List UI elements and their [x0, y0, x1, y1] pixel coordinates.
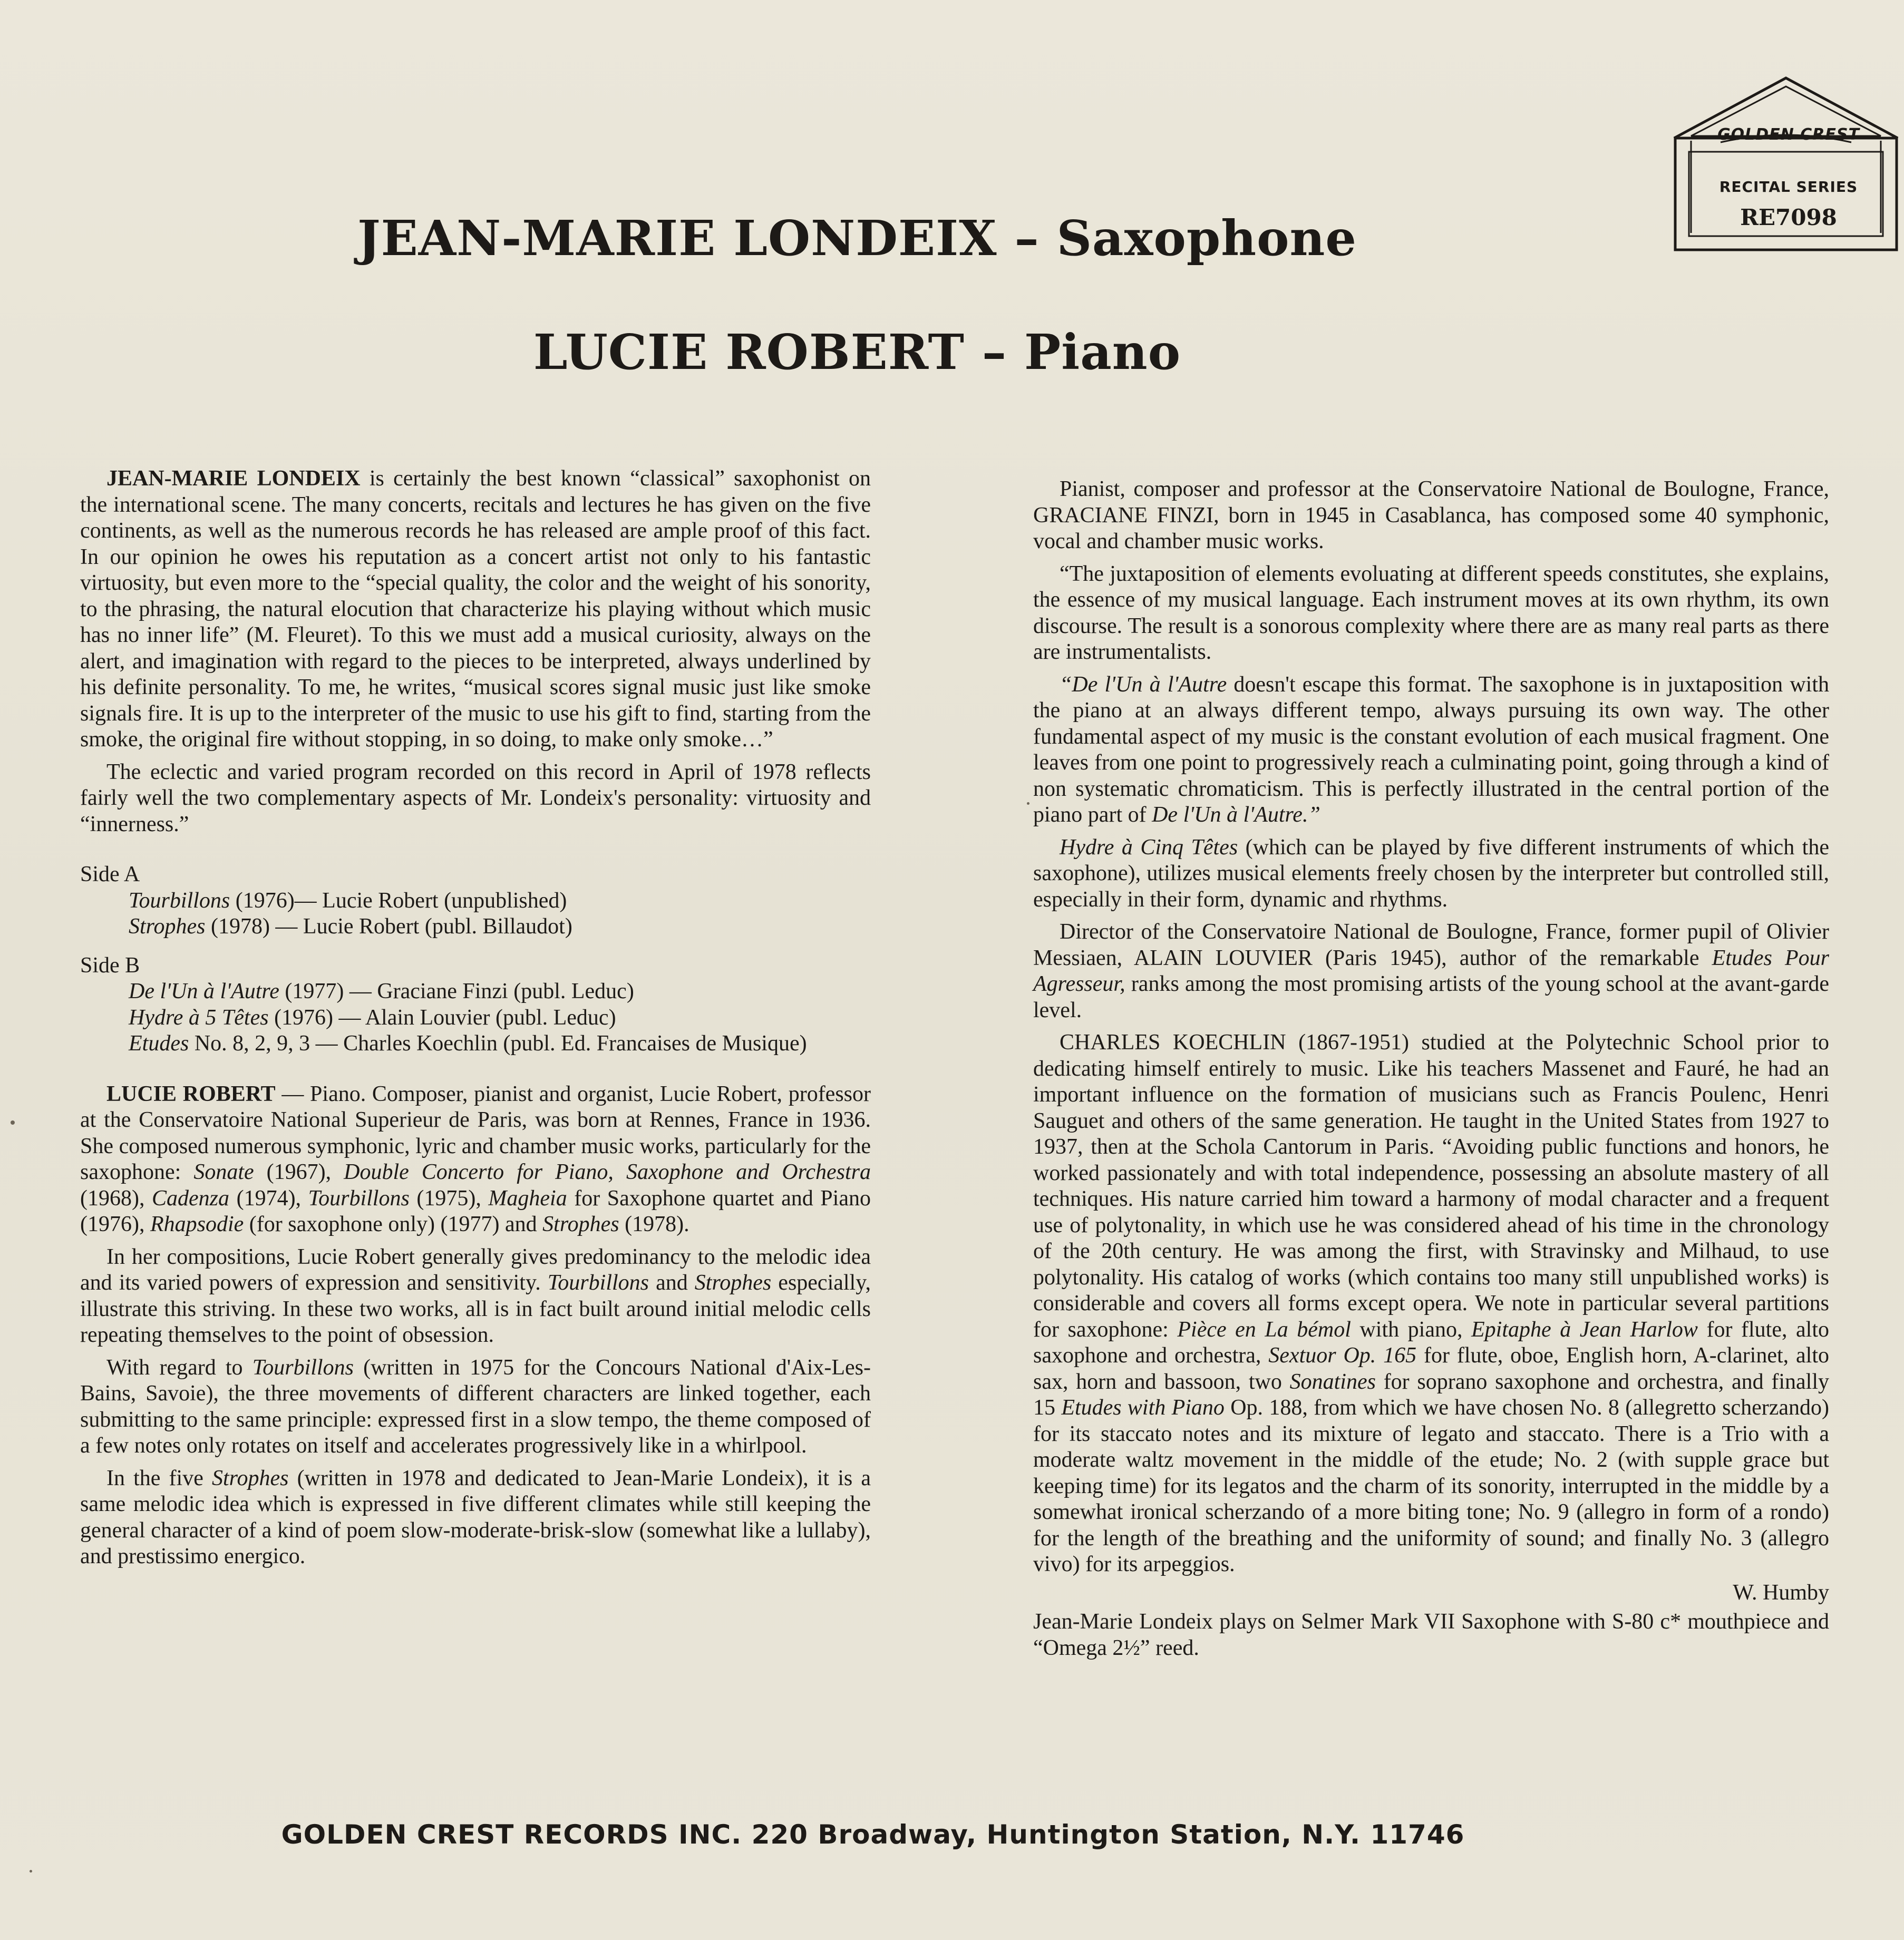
track-b3-title: Etudes — [129, 1031, 189, 1056]
bio-name-londeix: JEAN-MARIE LONDEIX — [106, 466, 361, 491]
work-title: Cadenza — [152, 1186, 230, 1211]
work-title: Strophes — [211, 1466, 289, 1490]
equipment-note: Jean-Marie Londeix plays on Selmer Mark VII Saxophone with S-80 c* mouthpiece and “Omega 2½” reed. — [1033, 1610, 1829, 1660]
robert-bio-paragraph — [80, 1081, 871, 1238]
koechlin-paragraph — [1033, 1030, 1829, 1578]
track-a1-credit: (1976)— Lucie Robert (unpublished) — [230, 888, 567, 913]
work-title: Strophes — [694, 1271, 772, 1295]
compositions-paragraph — [80, 1244, 871, 1349]
title-instrument-1: – Saxophone — [1014, 210, 1357, 267]
bio-text-robert-5: (1975), — [409, 1186, 489, 1211]
text-run: for flute, alto saxophone and orchestra, — [1033, 1317, 1830, 1368]
publisher-address: GOLDEN CREST RECORDS INC. 220 Broadway, Huntington Station, N.Y. 11746 — [281, 1819, 1465, 1850]
work-title: Tourbillons — [547, 1271, 649, 1295]
paper-speck — [30, 1870, 32, 1873]
track-b1 — [129, 979, 871, 1005]
work-title: Tourbillons — [308, 1186, 410, 1211]
text-run: Op. 188, from which we have chosen No. 8 (allegretto scherzando) for its staccato notes and its mixture of legato and staccato. There is a Trio with a moderate waltz movement in the middle of the etude; No. 2 (with supple grace but keeping time) for its legatos and the charm of its sonority, interrupted in the middle by a somewhat ironical scherzando of a more biting tone; No. 9 (allegro in form of a rondo) for the length of the breathing and the uniformity of sound; and finally No. 3 (allegro vivo) for its arpeggios. — [1033, 1396, 1829, 1576]
paper-speck — [11, 1120, 15, 1125]
work-title: Epitaphe à Jean Harlow — [1471, 1317, 1698, 1342]
finzi-bio-paragraph: Pianist, composer and professor at the Conservatoire National de Boulogne, France, GRACIANE FINZI, born in 1945 in Casablanca, has composed some 40 symphonic, vocal and chamber music works. — [1033, 477, 1829, 553]
track-a2-title: Strophes — [129, 914, 206, 939]
title-saxophonist — [0, 210, 1809, 267]
strophes-paragraph — [80, 1466, 871, 1570]
title-instrument-2: – Piano — [982, 324, 1181, 381]
bio-text-robert-3: (1968), — [80, 1186, 152, 1211]
work-title: Sonate — [193, 1160, 254, 1184]
text-run: and — [649, 1271, 695, 1295]
track-b1-credit: (1977) — Graciane Finzi (publ. Leduc) — [279, 979, 634, 1003]
text-run: (which can be played by five different instruments of which the saxophone), utilizes musical elements freely chosen by the interpreter but controlled still, especially in their form, dynamic and rhythms. — [1033, 835, 1829, 912]
work-title: Sextuor Op. 165 — [1268, 1343, 1417, 1368]
left-column — [80, 466, 871, 1576]
work-title: Hydre à Cinq Têtes — [1060, 835, 1238, 860]
author-signature: W. Humby — [1733, 1580, 1829, 1605]
track-b3 — [129, 1031, 871, 1057]
bio-text-robert-6: for Saxophone quartet and Piano (1976), — [80, 1186, 871, 1236]
track-b2-title: Hydre à 5 Têtes — [129, 1005, 269, 1030]
title-name-1: JEAN-MARIE LONDEIX — [357, 210, 997, 267]
track-a1-title: Tourbillons — [129, 888, 230, 913]
logo-series: RECITAL SERIES — [1719, 178, 1858, 196]
text-run: doesn't escape this format. The saxophone is in juxtaposition with the piano at an always different tempo, always pursuing its own way. The other fundamental aspect of my music is the constant evolution of each musical fragment. One leaves from one point to progressively reach a culminating point, going through a kind of non systematic chromaticism. This is perfectly illustrated in the central portion of the piano part of — [1033, 672, 1829, 827]
bio-text-robert-7: (for saxophone only) (1977) and — [244, 1212, 543, 1236]
work-title: Etudes Pour Agresseur, — [1033, 945, 1830, 996]
side-a-heading: Side A — [80, 862, 140, 886]
logo-brand: GOLDEN CREST — [1717, 125, 1860, 144]
track-a1 — [129, 888, 871, 914]
bio-text-robert-1: — Piano. Composer, pianist and organist, Lucie Robert, professor at the Conservatoire National Superieur de Paris, was born at Rennes, France in 1936. She composed numerous symphonic, lyric and chamber music works, particularly for the saxophone: — [80, 1081, 871, 1184]
side-a-tracklist — [80, 862, 871, 940]
title-pianist — [0, 324, 1809, 381]
work-title: Magheia — [488, 1186, 567, 1211]
text-run: (written in 1978 and dedicated to Jean-Marie Londeix), it is a same melodic idea which is expressed in five different climates while still keeping the general character of a kind of poem slow-moderate-brisk-slow (somewhat like a lullaby), and prestissimo energico. — [80, 1466, 871, 1568]
bio-name-robert: LUCIE ROBERT — [106, 1081, 276, 1106]
work-title: De l'Un à l'Autre.” — [1152, 803, 1320, 827]
text-run: With regard to — [106, 1355, 252, 1380]
text-run: (written in 1975 for the Concours National d'Aix-Les-Bains, Savoie), the three movements of different characters are linked together, each submitting to the same principle: expressed first in a slow tempo, the theme composed of a few notes only rotates on itself and accelerates progressively like in a whirlpool. — [80, 1355, 871, 1458]
track-b3-credit: No. 8, 2, 9, 3 — Charles Koechlin (publ. Ed. Francaises de Musique) — [189, 1031, 807, 1056]
text-run: In her compositions, Lucie Robert generally gives predominancy to the melodic idea and its varied powers of expression and sensitivity. — [80, 1244, 871, 1295]
work-title: Double Concerto for Piano, Saxophone and Orchestra — [344, 1160, 871, 1184]
londeix-bio-paragraph — [80, 466, 871, 753]
track-a2-credit: (1978) — Lucie Robert (publ. Billaudot) — [205, 914, 572, 939]
right-column — [1033, 476, 1829, 1668]
text-run: ranks among the most promising artists of the young school at the avant-garde level. — [1033, 972, 1829, 1022]
track-b2 — [129, 1005, 871, 1031]
text-run: In the five — [106, 1466, 212, 1490]
work-title: Etudes with Piano — [1061, 1396, 1225, 1420]
work-title: Pièce en La bémol — [1177, 1317, 1351, 1342]
program-paragraph: The eclectic and varied program recorded on this record in April of 1978 reflects fairly well the two complementary aspects of Mr. Londeix's personality: virtuosity and “innerness.” — [80, 759, 871, 836]
text-run: Director of the Conservatoire National de Boulogne, France, former pupil of Olivier Messiaen, ALAIN LOUVIER (Paris 1945), author of the remarkable — [1033, 920, 1829, 970]
bio-text-londeix: is certainly the best known “classical” saxophonist on the international scene. The many concerts, recitals and lectures he has given on the five continents, as well as the numerous records he has released are ample proof of this fact. In our opinion he owes his reputation as a concert artist not only to his fantastic virtuosity, but even more to the “special quality, the color and the weight of his sonority, to the phrasing, the natural elocution that characterize his playing without which music has no inner life” (M. Fleuret). To this we must add a musical curiosity, always on the alert, and imagination with regard to the pieces to be interpreted, always underlined by his definite personality. To me, he writes, “musical scores signal music just like smoke signals fire. It is up to the interpreter of the music to use his gift to find, starting from the smoke, the original fire without stopping, in so doing, to make only smoke…” — [80, 466, 871, 752]
work-title: Tourbillons — [252, 1355, 354, 1380]
catalog-number: RE7098 — [1740, 204, 1837, 230]
tourbillons-paragraph — [80, 1355, 871, 1459]
track-a2 — [129, 914, 871, 940]
hydre-paragraph — [1033, 835, 1829, 913]
finzi-quote-paragraph: “The juxtaposition of elements evoluating at different speeds constitutes, she explains, the essence of my musical language. Each instrument moves at its own rhythm, its own discourse. The result is a sonorous complexity where there are as many real parts as there are instrumentalists. — [1033, 561, 1829, 664]
work-title: Rhapsodie — [150, 1212, 244, 1236]
title-name-2: LUCIE ROBERT — [533, 324, 965, 381]
side-b-heading: Side B — [80, 953, 140, 978]
text-run: for flute, oboe, English horn, A-clarinet, alto sax, horn and bassoon, two — [1033, 1343, 1829, 1394]
text-run: especially, illustrate this striving. In these two works, all is in fact built around initial melodic cells repeating themselves to the point of obsession. — [80, 1271, 871, 1347]
work-title: Strophes — [542, 1212, 619, 1236]
track-b2-credit: (1976) — Alain Louvier (publ. Leduc) — [268, 1005, 616, 1030]
work-title: “De l'Un à l'Autre — [1060, 672, 1227, 697]
side-b-tracklist — [80, 953, 871, 1057]
bio-text-robert-2: (1967), — [254, 1160, 344, 1184]
text-run: CHARLES KOECHLIN (1867-1951) studied at the Polytechnic School prior to dedicating himself entirely to music. Like his teachers Massenet and Fauré, he had an important influence on the formation of musicians such as Francis Poulenc, Henri Sauguet and others of the same generation. He taught in the United States from 1927 to 1937, then at the Schola Cantorum in Paris. “Avoiding public functions and honors, he worked passionately and with total independence, possessing an absolute mastery of all techniques. His nature carried him toward a harmony of modal character and a frequent use of polytonality, in which use he was considered ahead of his time in the chronology of the 20th century. He was among the first, with Stravinsky and Milhaud, to use polytonality. His catalog of works (which contains too many still unpublished works) is considerable and covers all forms except opera. We note in particular several partitions for saxophone: — [1033, 1030, 1829, 1342]
track-b1-title: De l'Un à l'Autre — [129, 979, 279, 1003]
bio-text-robert-8: (1978). — [619, 1212, 689, 1236]
text-run: for soprano saxophone and orchestra, and finally 15 — [1033, 1369, 1829, 1420]
paper-speck — [1027, 802, 1029, 805]
louvier-paragraph — [1033, 919, 1829, 1023]
bio-text-robert-4: (1974), — [229, 1186, 308, 1211]
de-lun-paragraph — [1033, 672, 1829, 828]
work-title: Sonatines — [1289, 1369, 1376, 1394]
text-run: with piano, — [1351, 1317, 1472, 1342]
